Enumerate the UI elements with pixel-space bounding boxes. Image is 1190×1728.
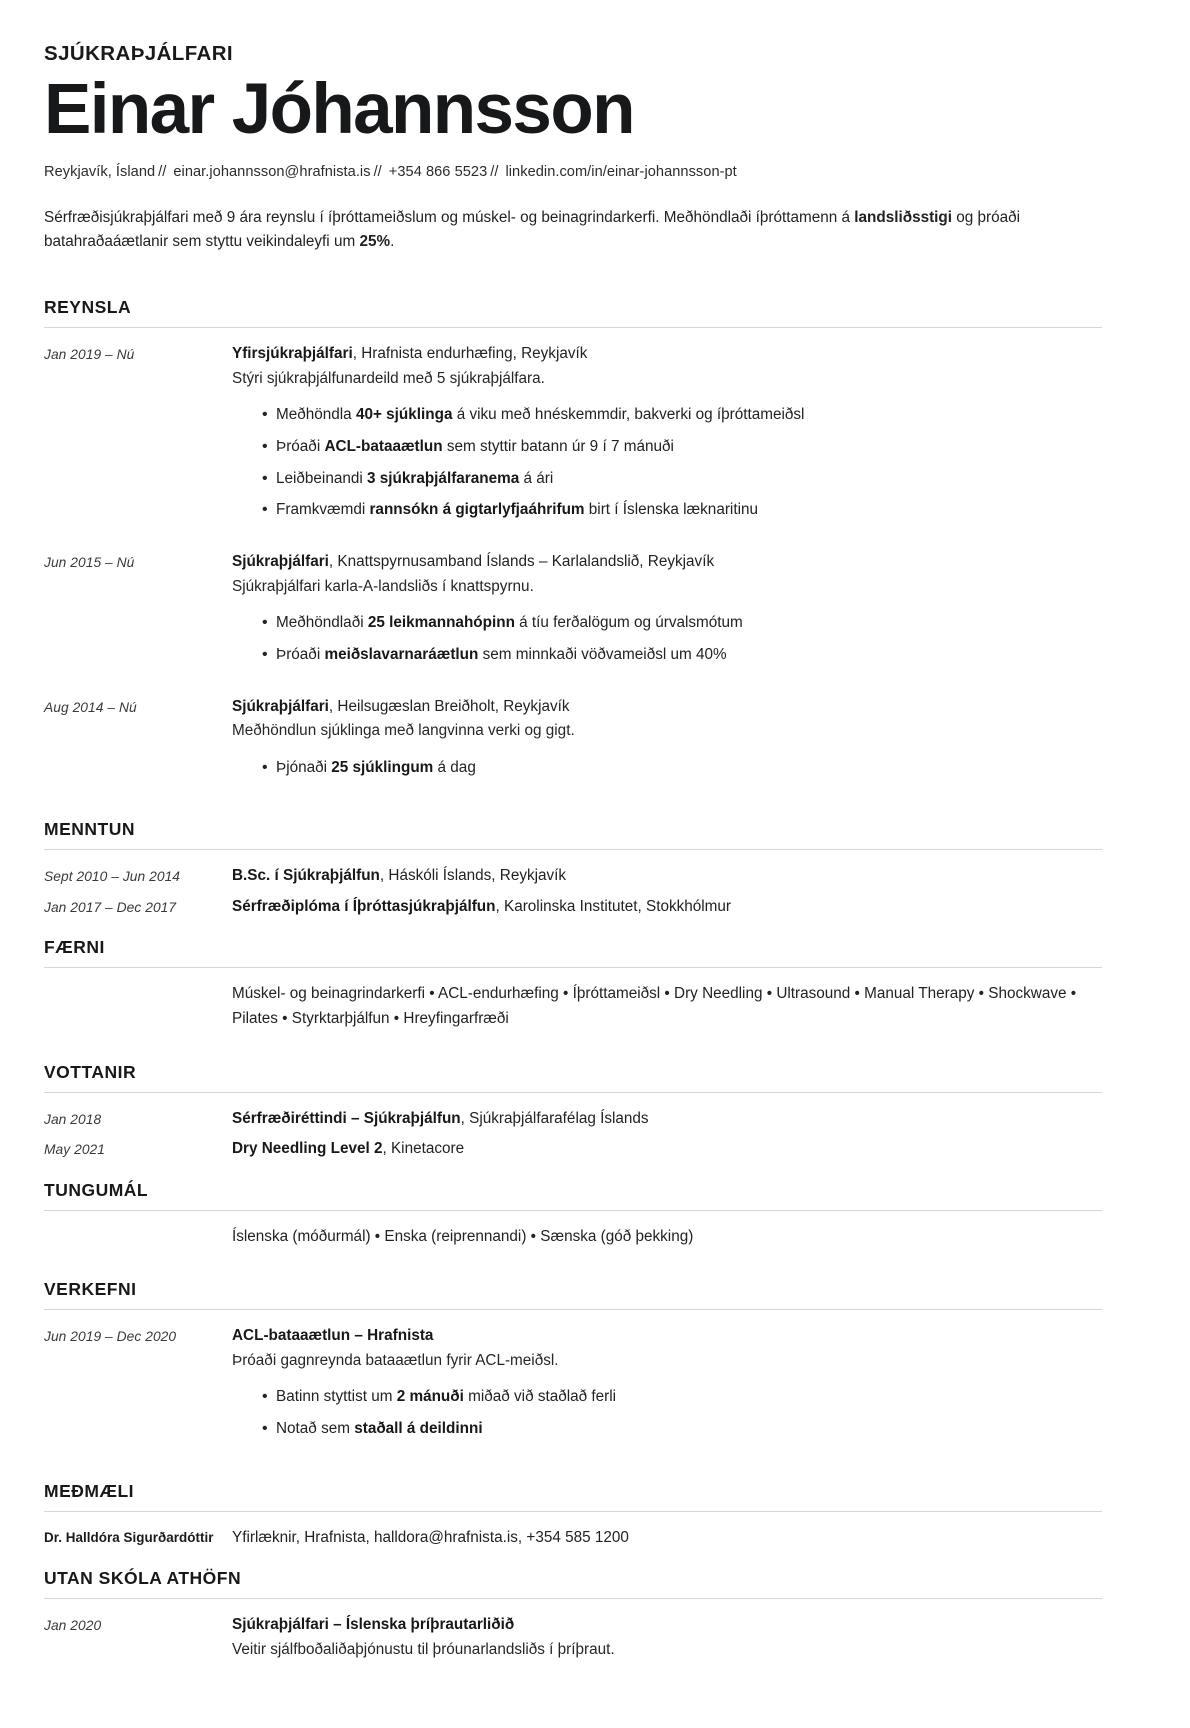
bullet-text-pre: Leiðbeinandi — [276, 469, 368, 487]
bullet-highlight: meiðslavarnaráætlun — [324, 645, 479, 663]
entry-bullet-list — [232, 611, 1102, 668]
languages-row — [44, 1225, 1102, 1250]
list-item — [262, 756, 1102, 781]
entry-date: May 2021 — [44, 1142, 105, 1158]
project-entry — [44, 1324, 1102, 1448]
entry-meta: , Heilsugæslan Breiðholt, Reykjavík — [328, 697, 570, 715]
bullet-text-pre: Notað sem — [276, 1420, 355, 1438]
entry-subtitle: Meðhöndlun sjúklinga með langvinna verki og gigt. — [232, 722, 575, 740]
section-certifications — [44, 1050, 1102, 1162]
entry-body — [232, 895, 1102, 919]
experience-entry — [44, 695, 1102, 788]
section-divider — [44, 327, 1102, 328]
reference-name: Dr. Halldóra Sigurðardóttir — [44, 1529, 214, 1545]
bullet-text-pre: Þróaði — [276, 645, 325, 663]
contact-separator-3: // — [490, 164, 499, 181]
degree-name: Sérfræðiplóma í Íþróttasjúkraþjálfun — [232, 897, 496, 915]
entry-subtitle: Stýri sjúkraþjálfunardeild með 5 sjúkraþjálfara. — [232, 369, 545, 387]
entry-body — [232, 695, 1102, 788]
entry-heading — [232, 895, 1102, 919]
certification-entry — [44, 1107, 1102, 1131]
entry-meta: , Hrafnista endurhæfing, Reykjavík — [352, 345, 588, 363]
entry-body — [232, 550, 1102, 674]
section-divider — [44, 1309, 1102, 1310]
section-divider — [44, 1511, 1102, 1512]
contact-linkedin[interactable]: linkedin.com/in/einar-johannsson-pt — [505, 164, 737, 181]
degree-name: B.Sc. í Sjúkraþjálfun — [232, 867, 380, 885]
section-title-education: MENNTUN — [44, 819, 135, 840]
entry-subtitle: Veitir sjálfboðaliðaþjónustu til þróunarlandsliðs í þríþraut. — [232, 1640, 615, 1658]
bullet-text-post: miðað við staðlað ferli — [463, 1388, 617, 1406]
section-title-references: MEÐMÆLI — [44, 1480, 135, 1501]
entry-heading — [232, 342, 1102, 366]
entry-heading — [232, 1137, 1102, 1161]
bullet-text-pre: Batinn styttist um — [276, 1388, 397, 1406]
layout-spacer — [44, 1249, 1102, 1263]
section-divider — [44, 1598, 1102, 1599]
bullet-highlight: ACL-bataaætlun — [324, 437, 443, 455]
entry-body — [232, 1137, 1102, 1161]
bullet-text-post: á tíu ferðalögum og úrvalsmótum — [514, 614, 743, 632]
section-title-skills: FÆRNI — [44, 937, 105, 958]
bullet-highlight: staðall á deildinni — [354, 1420, 483, 1438]
bullet-highlight: 2 mánuði — [396, 1388, 464, 1406]
section-divider — [44, 849, 1102, 850]
bullet-text-post: sem styttir batann úr 9 í 7 mánuði — [442, 437, 674, 455]
skills-list: Múskel- og beinagrindarkerfi • ACL-endurhæfing • Íþróttameiðsl • Dry Needling • Ultrasound • Manual Therapy • Shockwave • Pilates • Styrktarþjálfun • Hreyfingarfræði — [232, 985, 1077, 1027]
entry-date: Jan 2020 — [44, 1618, 102, 1634]
list-item — [262, 611, 1102, 636]
entry-body — [232, 342, 1102, 530]
bullet-text-pre: Meðhöndlaði — [276, 614, 368, 632]
entry-bullet-list — [232, 1385, 1102, 1442]
bullet-text-pre: Framkvæmdi — [276, 501, 370, 519]
entry-heading — [232, 1324, 1102, 1348]
list-item — [262, 467, 1102, 492]
entry-heading — [232, 1107, 1102, 1131]
list-item — [262, 1417, 1102, 1442]
entry-meta: , Sjúkraþjálfarafélag Íslands — [460, 1109, 649, 1127]
candidate-name: Einar Jóhannsson — [44, 69, 634, 149]
resume-header — [44, 42, 1102, 255]
summary-text-2: og þróaði batahraðaáætlanir sem styttu veikindaleyfi um — [44, 208, 1021, 251]
languages-list: Íslenska (móðurmál) • Enska (reiprennandi) • Sænska (góð þekking) — [232, 1227, 694, 1245]
entry-body — [232, 1526, 1102, 1550]
bullet-text-pre: Þjónaði — [276, 758, 332, 776]
summary-text-1: Sérfræðisjúkraþjálfari með 9 ára reynslu í íþróttameiðslum og múskel- og beinagrindarkerfi. Meðhöndlaði íþróttamenn á — [44, 208, 855, 226]
entry-body — [232, 864, 1102, 888]
entry-date: Jun 2015 – Nú — [44, 555, 135, 571]
entry-bullet-list — [232, 756, 1102, 781]
entry-date: Jan 2018 — [44, 1111, 102, 1127]
entry-date: Jan 2019 – Nú — [44, 347, 135, 363]
section-title-experience: REYNSLA — [44, 297, 132, 318]
entry-meta: , Karolinska Institutet, Stokkhólmur — [495, 897, 732, 915]
section-extracurricular — [44, 1556, 1102, 1662]
education-entry — [44, 864, 1102, 888]
section-divider — [44, 1092, 1102, 1093]
education-entry — [44, 895, 1102, 919]
entry-role: Sjúkraþjálfari — [232, 553, 329, 571]
section-title-certifications: VOTTANIR — [44, 1061, 137, 1082]
section-divider — [44, 967, 1102, 968]
certification-entry — [44, 1137, 1102, 1161]
entry-heading — [232, 1613, 1102, 1637]
certification-name: Sérfræðiréttindi – Sjúkraþjálfun — [232, 1109, 461, 1127]
section-divider — [44, 1210, 1102, 1211]
bullet-highlight: rannsókn á gigtarlyfjaáhrifum — [369, 501, 585, 519]
professional-summary — [44, 206, 1102, 256]
entry-meta: , Kinetacore — [382, 1140, 465, 1158]
summary-highlight-1: landsliðsstigi — [854, 208, 953, 226]
bullet-text-post: á viku með hnéskemmdir, bakverki og íþróttameiðsl — [452, 406, 805, 424]
section-experience — [44, 285, 1102, 787]
entry-body — [232, 1107, 1102, 1131]
entry-subtitle: Þróaði gagnreynda bataaætlun fyrir ACL-meiðsl. — [232, 1351, 559, 1369]
list-item — [262, 498, 1102, 523]
summary-text-3: . — [390, 233, 395, 251]
entry-meta: , Háskóli Íslands, Reykjavík — [379, 867, 567, 885]
entry-role: Yfirsjúkraþjálfari — [232, 345, 353, 363]
list-item — [262, 403, 1102, 428]
bullet-text-post: á dag — [433, 758, 476, 776]
entry-heading — [232, 695, 1102, 719]
entry-date: Sept 2010 – Jun 2014 — [44, 869, 181, 885]
list-item — [262, 643, 1102, 668]
entry-date: Aug 2014 – Nú — [44, 699, 137, 715]
layout-spacer — [44, 1032, 1102, 1046]
certification-name: Dry Needling Level 2 — [232, 1140, 383, 1158]
bullet-highlight: 25 sjúklingum — [331, 758, 434, 776]
section-references — [44, 1469, 1102, 1550]
experience-entry — [44, 550, 1102, 674]
activity-name: Sjúkraþjálfari – Íslenska þríþrautarliðið — [232, 1616, 515, 1634]
entry-meta: , Knattspyrnusamband Íslands – Karlalandslið, Reykjavík — [328, 553, 715, 571]
contact-email[interactable]: einar.johannsson@hrafnista.is — [173, 164, 371, 181]
entry-subtitle: Sjúkraþjálfari karla-A-landsliðs í knattspyrnu. — [232, 577, 534, 595]
bullet-highlight: 3 sjúkraþjálfaranema — [367, 469, 520, 487]
list-item — [262, 1385, 1102, 1410]
bullet-text-post: birt í Íslenska læknaritinu — [584, 501, 758, 519]
section-title-extracurricular: UTAN SKÓLA ATHÖFN — [44, 1568, 242, 1589]
entry-heading — [232, 550, 1102, 574]
entry-role: Sjúkraþjálfari — [232, 697, 329, 715]
section-education — [44, 807, 1102, 919]
bullet-highlight: 25 leikmannahópinn — [367, 614, 515, 632]
bullet-text-post: sem minnkaði vöðvameiðsl um 40% — [478, 645, 727, 663]
section-title-projects: VERKEFNI — [44, 1279, 137, 1300]
bullet-highlight: 40+ sjúklinga — [355, 406, 453, 424]
experience-entry — [44, 342, 1102, 530]
section-title-languages: TUNGUMÁL — [44, 1179, 149, 1200]
section-languages — [44, 1168, 1102, 1264]
summary-highlight-2: 25% — [359, 233, 391, 251]
contact-line — [44, 162, 1102, 183]
section-skills — [44, 925, 1102, 1046]
reference-entry — [44, 1526, 1102, 1550]
entry-body — [232, 1324, 1102, 1448]
contact-location: Reykjavík, Ísland — [44, 164, 156, 181]
contact-separator-2: // — [373, 164, 382, 181]
bullet-text-post: á ári — [519, 469, 554, 487]
skills-row — [44, 982, 1102, 1032]
section-projects — [44, 1267, 1102, 1448]
list-item — [262, 435, 1102, 460]
entry-date: Jan 2017 – Dec 2017 — [44, 899, 177, 915]
job-title: SJÚKRAÞJÁLFARI — [44, 42, 233, 65]
reference-detail: Yfirlæknir, Hrafnista, halldora@hrafnista.is, +354 585 1200 — [232, 1528, 629, 1546]
entry-heading — [232, 864, 1102, 888]
entry-date: Jun 2019 – Dec 2020 — [44, 1329, 177, 1345]
contact-phone[interactable]: +354 866 5523 — [388, 164, 488, 181]
entry-bullet-list — [232, 403, 1102, 523]
bullet-text-pre: Þróaði — [276, 437, 325, 455]
extracurricular-entry — [44, 1613, 1102, 1662]
project-name: ACL-bataaætlun – Hrafnista — [232, 1327, 434, 1345]
contact-separator-1: // — [158, 164, 167, 181]
entry-body — [232, 1613, 1102, 1662]
bullet-text-pre: Meðhöndla — [276, 406, 356, 424]
